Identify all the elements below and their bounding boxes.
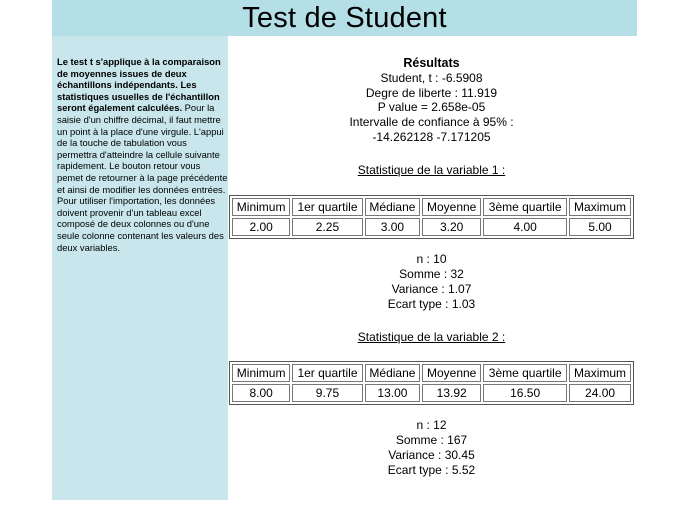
sidebar-description — [57, 56, 228, 253]
table-cell: 24.00 — [569, 384, 631, 402]
var2-ecart-type: Ecart type : 5.52 — [387, 463, 476, 477]
table-header-cell: Moyenne — [422, 198, 481, 216]
var1-variance: Variance : 1.07 — [391, 282, 472, 296]
var2-somme: Somme : 167 — [395, 433, 468, 447]
table-cell: 13.92 — [422, 384, 481, 402]
var1-section-title: Statistique de la variable 1 : — [357, 163, 506, 177]
table-header-cell: Médiane — [365, 198, 420, 216]
table-cell: 2.00 — [232, 218, 290, 236]
table-cell: 8.00 — [232, 384, 290, 402]
header-bar — [52, 0, 637, 36]
var1-n: n : 10 — [416, 252, 447, 266]
table-header-cell: Maximum — [569, 198, 631, 216]
table-header-cell: Minimum — [232, 198, 290, 216]
table-header-cell: Maximum — [569, 364, 631, 382]
table-cell: 5.00 — [569, 218, 631, 236]
var2-n: n : 12 — [416, 418, 447, 432]
table-header-cell: 1er quartile — [292, 364, 362, 382]
var2-summary — [228, 418, 635, 478]
results-block — [228, 56, 635, 145]
table-cell: 3.00 — [365, 218, 420, 236]
confidence-interval-label: Intervalle de confiance à 95% : — [349, 115, 514, 130]
table-header-cell: 3ème quartile — [483, 198, 567, 216]
table-header-row — [232, 198, 631, 216]
table-header-cell: Médiane — [365, 364, 420, 382]
table-cell: 13.00 — [365, 384, 420, 402]
table-cell: 2.25 — [292, 218, 362, 236]
table-cell: 16.50 — [483, 384, 567, 402]
table-header-cell: Minimum — [232, 364, 290, 382]
var1-ecart-type: Ecart type : 1.03 — [387, 297, 476, 311]
var1-somme: Somme : 32 — [399, 267, 464, 281]
sidebar-intro-text: Pour la saisie d'un chiffre décimal, il faut mettre un point à la place d'une virgule. L'appui de la touche de tabulation vous permettra d'atteindre la cellule suivante rapidement. Le bouton retour vous pemet de retourner à la page précédente et ainsi de modifier les données entrées. Pour utiliser l'importation, les données doivent provenir d'un tableau excel composé de deux colonnes ou d'une seule colonne contenant les valeurs des deux variables. — [57, 102, 228, 253]
confidence-interval-values: -14.262128 -7.171205 — [372, 129, 491, 144]
table-header-cell: 3ème quartile — [483, 364, 567, 382]
table-header-cell: Moyenne — [422, 364, 481, 382]
table-cell: 3.20 — [422, 218, 481, 236]
var2-section-title: Statistique de la variable 2 : — [357, 330, 506, 344]
table-cell: 9.75 — [292, 384, 362, 402]
var2-variance: Variance : 30.45 — [388, 448, 475, 462]
t-statistic: Student, t : -6.5908 — [380, 70, 483, 85]
var2-stats-table — [229, 361, 634, 405]
page-title: Test de Student — [242, 2, 447, 34]
table-row — [232, 384, 631, 402]
degrees-of-freedom: Degre de liberte : 11.919 — [365, 85, 498, 100]
sidebar-intro-bold: Le test t s'applique à la comparaison de moyennes issues de deux échantillons indépendants. Les statistiques usuelles de l'échantillon seront également calculées. — [57, 56, 221, 114]
table-cell: 4.00 — [483, 218, 567, 236]
p-value: P value = 2.658e-05 — [377, 100, 486, 115]
table-row — [232, 218, 631, 236]
var1-stats-table — [229, 195, 634, 239]
results-title: Résultats — [403, 56, 460, 70]
table-header-cell: 1er quartile — [292, 198, 362, 216]
var1-summary — [228, 252, 635, 312]
table-header-row — [232, 364, 631, 382]
